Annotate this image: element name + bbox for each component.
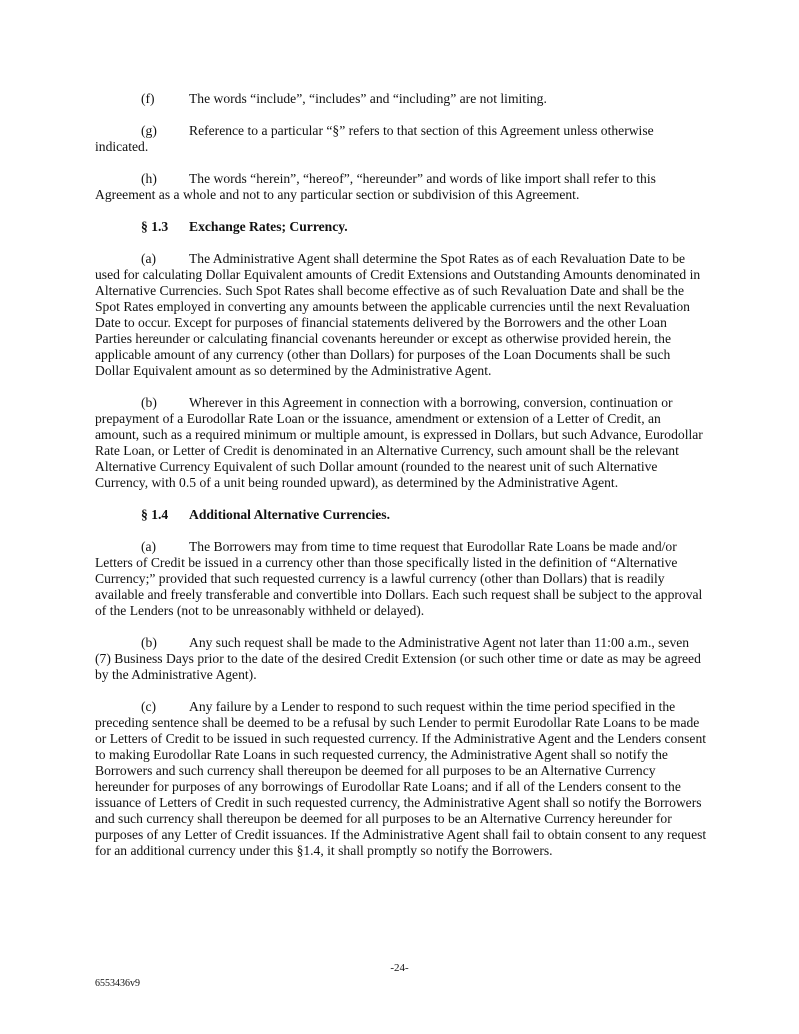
- paragraph-text: The words “include”, “includes” and “including” are not limiting.: [189, 91, 547, 106]
- paragraph-text: Reference to a particular “§” refers to that section of this Agreement unless otherwise indicated.: [95, 123, 654, 154]
- paragraph-text: The Borrowers may from time to time request that Eurodollar Rate Loans be made and/or Letters of Credit be issued in a currency other than those specifically listed in the definition of “Alternative Currency;” provided that such requested currency is a lawful currency (other than Dollars) that is readily available and freely transferable and convertible into Dollars. Each such request shall be subject to the approval of the Lenders (not to be unreasonably withheld or delayed).: [95, 539, 703, 618]
- paragraph-label: (c): [141, 699, 157, 714]
- section-number: § 1.3: [141, 219, 169, 234]
- paragraph-label: (g): [141, 123, 157, 138]
- paragraph-1-4-a: [95, 539, 707, 619]
- section-number: § 1.4: [141, 507, 169, 522]
- paragraph-label: (b): [141, 395, 157, 410]
- section-heading-1-4: [95, 507, 707, 523]
- section-title: Exchange Rates; Currency.: [189, 219, 348, 234]
- paragraph-text: Any such request shall be made to the Administrative Agent not later than 11:00 a.m., seven (7) Business Days prior to the date of the desired Credit Extension (or such other time or date as may be agreed by the Administrative Agent).: [95, 635, 701, 682]
- paragraph-g: [95, 123, 707, 155]
- paragraph-label: (a): [141, 539, 157, 554]
- paragraph-label: (h): [141, 171, 157, 186]
- document-id: 6553436v9: [95, 978, 140, 989]
- document-page: [95, 91, 707, 875]
- paragraph-label: (f): [141, 91, 155, 106]
- section-title: Additional Alternative Currencies.: [189, 507, 390, 522]
- paragraph-h: [95, 171, 707, 203]
- paragraph-f: [95, 91, 707, 107]
- paragraph-1-4-b: [95, 635, 707, 683]
- paragraph-text: Any failure by a Lender to respond to such request within the time period specified in the preceding sentence shall be deemed to be a refusal by such Lender to permit Eurodollar Rate Loans to be made or Letters of Credit to be issued in such requested currency. If the Administrative Agent and the Lenders consent to making Eurodollar Rate Loans in such requested currency, the Administrative Agent shall so notify the Borrowers and such currency shall thereupon be deemed for all purposes to be an Alternative Currency hereunder for purposes of any borrowings of Eurodollar Rate Loans; and if all of the Lenders consent to the issuance of Letters of Credit in such requested currency, the Administrative Agent shall so notify the Borrowers and such currency shall thereupon be deemed for all purposes to be an Alternative Currency hereunder for purposes of any Letter of Credit issuances. If the Administrative Agent shall fail to obtain consent to any request for an additional currency under this §1.4, it shall promptly so notify the Borrowers.: [95, 699, 707, 858]
- paragraph-1-3-a: [95, 251, 707, 379]
- paragraph-1-4-c: [95, 699, 707, 859]
- paragraph-text: Wherever in this Agreement in connection with a borrowing, conversion, continuation or prepayment of a Eurodollar Rate Loan or the issuance, amendment or extension of a Letter of Credit, an amount, such as a required minimum or multiple amount, is expressed in Dollars, but such Advance, Eurodollar Rate Loan, or Letter of Credit is denominated in an Alternative Currency, such amount shall be the relevant Alternative Currency Equivalent of such Dollar amount (rounded to the nearest unit of such Alternative Currency, with 0.5 of a unit being rounded upward), as determined by the Administrative Agent.: [95, 395, 703, 490]
- section-heading-1-3: [95, 219, 707, 235]
- paragraph-text: The Administrative Agent shall determine the Spot Rates as of each Revaluation Date to be used for calculating Dollar Equivalent amounts of Credit Extensions and Outstanding Amounts denominated in Alternative Currencies. Such Spot Rates shall become effective as of such Revaluation Date and shall be the Spot Rates employed in converting any amounts between the applicable currencies until the next Revaluation Date to occur. Except for purposes of financial statements delivered by the Borrowers and the other Loan Parties hereunder or calculating financial covenants hereunder or except as otherwise provided herein, the applicable amount of any currency (other than Dollars) for purposes of the Loan Documents shall be such Dollar Equivalent amount as so determined by the Administrative Agent.: [95, 251, 701, 378]
- paragraph-1-3-b: [95, 395, 707, 491]
- paragraph-label: (b): [141, 635, 157, 650]
- paragraph-label: (a): [141, 251, 157, 266]
- page-number: -24-: [390, 962, 409, 974]
- paragraph-text: The words “herein”, “hereof”, “hereunder” and words of like import shall refer to this Agreement as a whole and not to any particular section or subdivision of this Agreement.: [95, 171, 656, 202]
